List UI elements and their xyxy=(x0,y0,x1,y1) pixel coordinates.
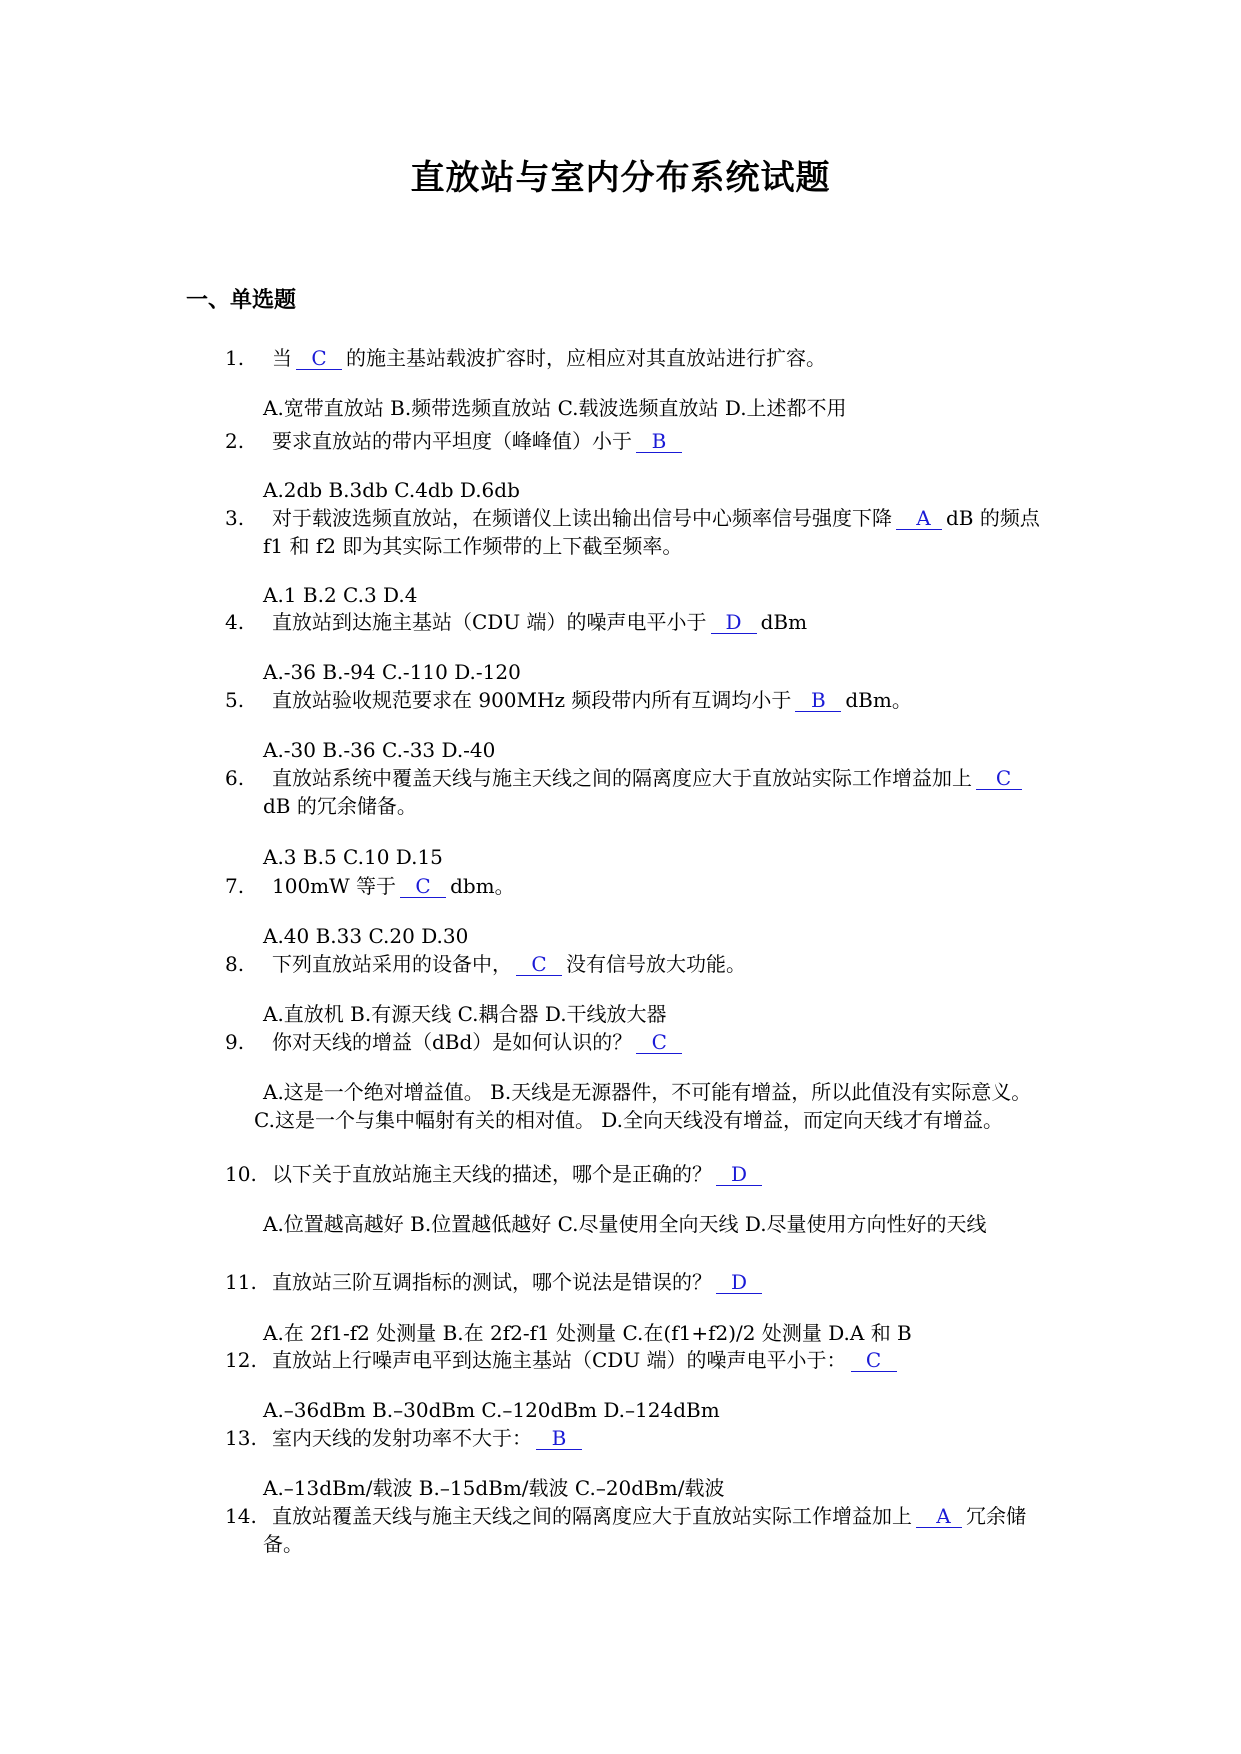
question-stem: 直放站系统中覆盖天线与施主天线之间的隔离度应大于直放站实际工作增益加上 xyxy=(272,766,972,790)
question-stem-end: 冗余储备。 xyxy=(263,1504,1026,1556)
question-stem-end: dB 的冗余储备。 xyxy=(263,794,417,818)
answer-blank: D xyxy=(711,611,757,634)
question-stem: 100mW 等于 xyxy=(272,874,397,898)
question-text xyxy=(272,872,1050,900)
question-2 xyxy=(225,427,1050,455)
question-options: A.-30 B.-36 C.-33 D.-40 xyxy=(263,738,496,762)
question-number: 1. xyxy=(225,346,245,370)
question-options: A.这是一个绝对增益值。 B.天线是无源器件，不可能有增益，所以此值没有实际意义。 C.这是一个与集中幅射有关的相对值。 D.全向天线没有增益，而定向天线才有增益。 xyxy=(254,1080,1032,1132)
answer-blank: D xyxy=(716,1271,762,1294)
question-stem-end: 没有信号放大功能。 xyxy=(566,952,746,976)
question-4 xyxy=(225,608,1050,636)
answer-blank: C xyxy=(400,875,446,898)
question-stem: 室内天线的发射功率不大于： xyxy=(272,1426,532,1450)
question-text xyxy=(272,344,1050,372)
question-text xyxy=(272,1160,1050,1188)
answer-blank: B xyxy=(636,430,682,453)
question-stem: 直放站覆盖天线与施主天线之间的隔离度应大于直放站实际工作增益加上 xyxy=(272,1504,912,1528)
question-text xyxy=(272,1028,1050,1056)
question-stem-end: dBm。 xyxy=(845,688,912,712)
question-stem: 下列直放站采用的设备中， xyxy=(272,952,512,976)
question-options: A.2db B.3db C.4db D.6db xyxy=(263,478,520,502)
question-stem: 直放站三阶互调指标的测试，哪个说法是错误的？ xyxy=(272,1270,712,1294)
question-7 xyxy=(225,872,1050,900)
question-stem-end: dB 的频点 f1 和 f2 即为其实际工作频带的上下截至频率。 xyxy=(263,506,1040,558)
question-number: 7. xyxy=(225,874,245,898)
section-title: 一、单选题 xyxy=(186,287,297,313)
question-text xyxy=(272,608,1050,636)
question-6 xyxy=(225,764,1050,820)
answer-blank: A xyxy=(896,507,942,530)
question-number: 3. xyxy=(225,506,245,530)
question-14 xyxy=(225,1502,1050,1558)
question-5 xyxy=(225,686,1050,714)
answer-blank: C xyxy=(851,1349,897,1372)
question-options: A.位置越高越好 B.位置越低越好 C.尽量使用全向天线 D.尽量使用方向性好的天线 xyxy=(263,1212,987,1236)
question-options: A.3 B.5 C.10 D.15 xyxy=(263,845,443,869)
question-number: 10. xyxy=(225,1162,257,1186)
question-stem: 直放站上行噪声电平到达施主基站（CDU 端）的噪声电平小于： xyxy=(272,1348,847,1372)
question-number: 14. xyxy=(225,1504,257,1528)
answer-blank: C xyxy=(516,953,562,976)
question-text xyxy=(272,686,1050,714)
question-stem: 直放站验收规范要求在 900MHz 频段带内所有互调均小于 xyxy=(272,688,792,712)
question-stem: 当 xyxy=(272,346,292,370)
question-text xyxy=(272,950,1050,978)
question-options: A.宽带直放站 B.频带选频直放站 C.载波选频直放站 D.上述都不用 xyxy=(263,396,847,420)
answer-blank: D xyxy=(716,1163,762,1186)
question-options: A.40 B.33 C.20 D.30 xyxy=(263,924,469,948)
question-text xyxy=(263,1502,1050,1558)
question-text xyxy=(263,504,1050,560)
question-options: A.在 2f1-f2 处测量 B.在 2f2-f1 处测量 C.在(f1+f2)/2 处测量 D.A 和 B xyxy=(263,1321,912,1345)
answer-blank: B xyxy=(536,1427,582,1450)
question-13 xyxy=(225,1424,1050,1452)
question-options: A.直放机 B.有源天线 C.耦合器 D.干线放大器 xyxy=(263,1002,667,1026)
question-options: A.1 B.2 C.3 D.4 xyxy=(263,583,418,607)
question-1 xyxy=(225,344,1050,372)
question-number: 6. xyxy=(225,766,245,790)
document-title: 直放站与室内分布系统试题 xyxy=(410,158,831,198)
question-text xyxy=(263,764,1050,820)
answer-blank: C xyxy=(976,767,1022,790)
question-number: 9. xyxy=(225,1030,245,1054)
question-stem: 直放站到达施主基站（CDU 端）的噪声电平小于 xyxy=(272,610,707,634)
question-number: 11. xyxy=(225,1270,257,1294)
question-10 xyxy=(225,1160,1050,1188)
question-stem: 要求直放站的带内平坦度（峰峰值）小于 xyxy=(272,429,632,453)
question-options: A.–13dBm/载波 B.–15dBm/载波 C.–20dBm/载波 xyxy=(263,1476,725,1500)
question-number: 5. xyxy=(225,688,245,712)
question-number: 13. xyxy=(225,1426,257,1450)
question-text xyxy=(272,1424,1050,1452)
question-number: 8. xyxy=(225,952,245,976)
question-number: 12. xyxy=(225,1348,257,1372)
question-9 xyxy=(225,1028,1050,1056)
question-options: A.–36dBm B.–30dBm C.–120dBm D.–124dBm xyxy=(263,1398,720,1422)
question-stem-end: dBm xyxy=(760,610,808,634)
answer-blank: C xyxy=(636,1031,682,1054)
question-number: 4. xyxy=(225,610,245,634)
question-stem: 你对天线的增益（dBd）是如何认识的？ xyxy=(272,1030,633,1054)
question-8 xyxy=(225,950,1050,978)
question-stem-end: 的施主基站载波扩容时，应相应对其直放站进行扩容。 xyxy=(346,346,826,370)
answer-blank: B xyxy=(795,689,841,712)
question-stem-end: dbm。 xyxy=(450,874,515,898)
question-11 xyxy=(225,1268,1050,1296)
answer-blank: C xyxy=(296,347,342,370)
question-number: 2. xyxy=(225,429,245,453)
question-text xyxy=(272,1346,1050,1374)
question-12 xyxy=(225,1346,1050,1374)
question-text xyxy=(272,427,1050,455)
question-options: A.-36 B.-94 C.-110 D.-120 xyxy=(263,660,521,684)
question-stem: 对于载波选频直放站，在频谱仪上读出输出信号中心频率信号强度下降 xyxy=(272,506,892,530)
question-stem: 以下关于直放站施主天线的描述，哪个是正确的？ xyxy=(272,1162,712,1186)
question-3 xyxy=(225,504,1050,560)
answer-blank: A xyxy=(916,1505,962,1528)
question-text xyxy=(272,1268,1050,1296)
